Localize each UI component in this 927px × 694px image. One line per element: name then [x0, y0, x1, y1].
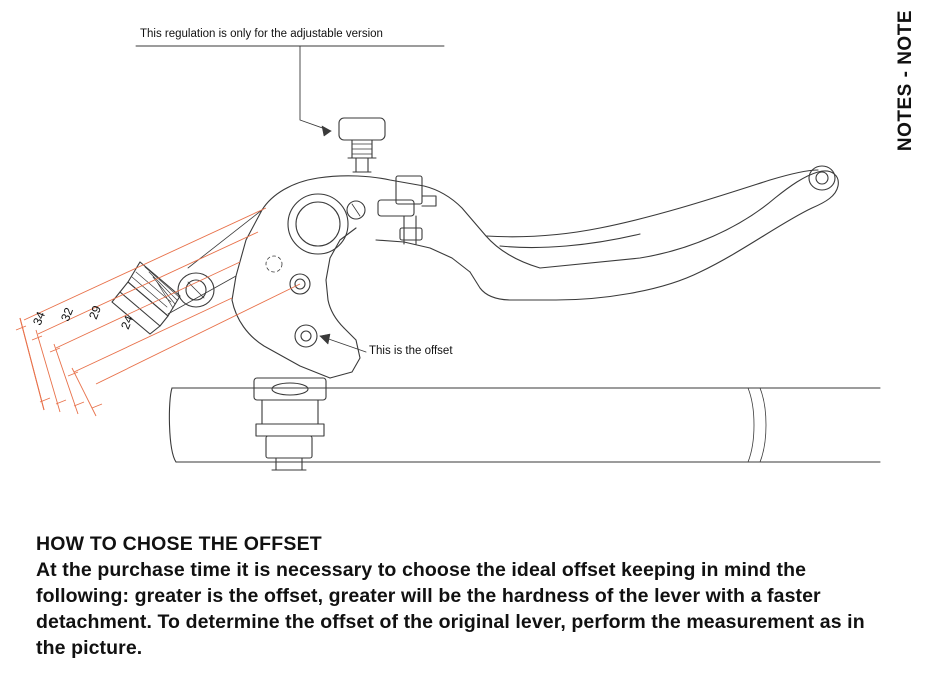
handlebar-clamp: [254, 378, 326, 470]
adjuster-knob: [339, 118, 385, 172]
callout-adjustable-version: This regulation is only for the adjustable version: [140, 28, 383, 40]
dimension-label-34: 34: [30, 309, 48, 328]
instructions-paragraph: At the purchase time it is necessary to choose the ideal offset keeping in mind the following: greater is the offset, greater will be the hardness of the lever with a faster detachment. To determine the offset of the original lever, perform the measurement as in the picture.: [36, 559, 865, 659]
dimension-label-32: 32: [58, 305, 76, 324]
handlebar: [169, 388, 880, 462]
piston-assembly: [112, 210, 262, 334]
offset-dimension-lines: [16, 208, 300, 416]
lever-bracket: [378, 176, 436, 244]
callout-offset: This is the offset: [369, 345, 453, 357]
dimension-label-29: 29: [86, 303, 104, 322]
callout-leader-top: [136, 46, 444, 136]
pivot-features: [266, 194, 365, 347]
callout-leader-offset: [320, 334, 366, 352]
dimension-label-24: 24: [118, 313, 136, 332]
lever-blade: [486, 166, 835, 248]
notes-side-label: [889, 10, 923, 200]
notes-side-label-text: NOTES - NOTE: [895, 10, 916, 152]
instructions-block: [36, 533, 896, 662]
instructions-heading: HOW TO CHOSE THE OFFSET: [36, 533, 322, 555]
